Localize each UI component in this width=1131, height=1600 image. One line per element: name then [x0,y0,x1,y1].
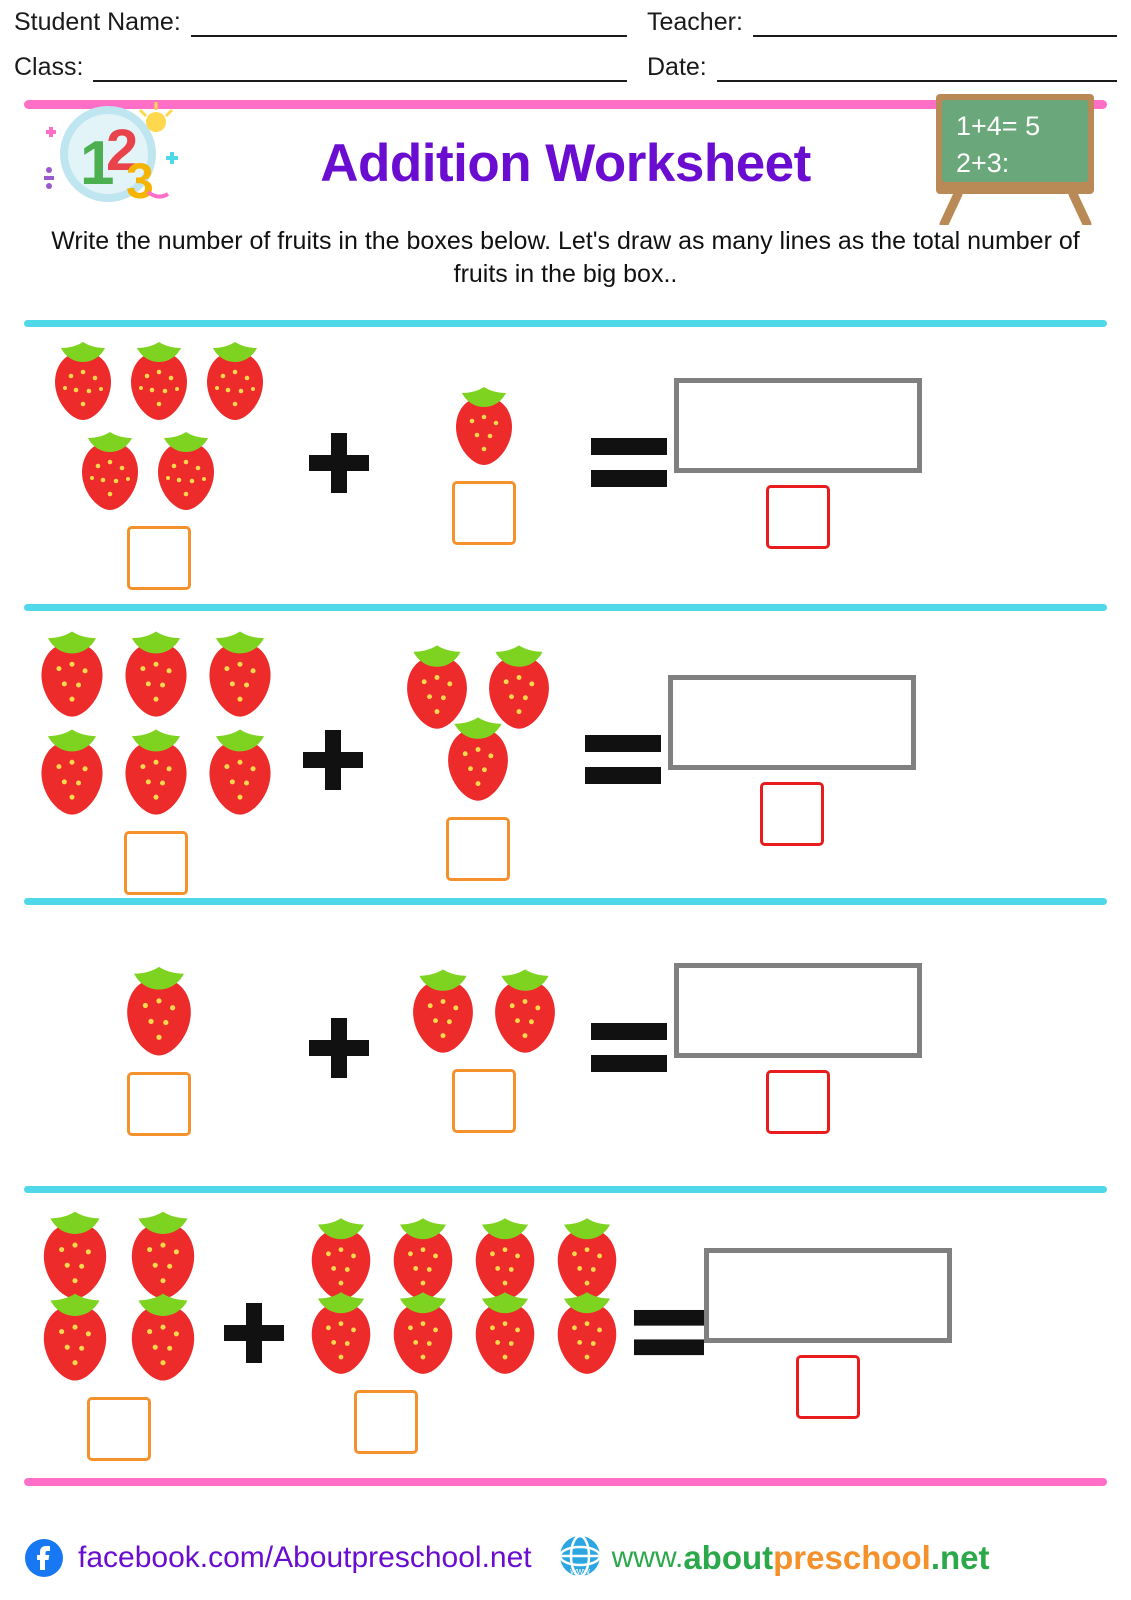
problem-1-lines-box[interactable] [674,378,922,473]
footer [24,1530,1107,1586]
problem-2-equals-icon [578,731,668,789]
problem-4-lines-box[interactable] [704,1248,952,1343]
problem-row-2 [24,625,1107,895]
date-label: Date: [647,53,707,81]
problem-3-plus-icon [294,1012,384,1084]
website-about[interactable]: about [683,1539,774,1576]
problem-1-sum-box[interactable] [766,485,830,549]
svg-text:1+4= 5: 1+4= 5 [956,111,1041,141]
problem-4-left-operand [24,1205,214,1461]
problem-3-left-fruits [24,960,294,1060]
problem-row-3 [24,960,1107,1136]
problem-4-left-fruits [24,1205,214,1385]
problem-3-left-operand [24,960,294,1136]
student-name-label: Student Name: [14,8,181,36]
problem-row-1 [24,336,1107,590]
globe-icon [558,1534,602,1583]
problem-2-lines-box[interactable] [668,675,916,770]
teacher-label: Teacher: [647,8,743,36]
facebook-icon[interactable] [24,1538,64,1578]
problem-1-right-fruits [384,381,584,469]
bottom-pink-divider [24,1478,1107,1486]
problem-4-equals-icon [634,1304,704,1362]
problem-3-sum-box[interactable] [766,1070,830,1134]
divider-2 [24,604,1107,611]
problem-3-result [674,963,922,1134]
problem-1-left-fruits [24,336,294,514]
problem-1-left-count-box[interactable] [127,526,191,590]
student-name-input[interactable] [191,11,627,37]
problem-1-plus-icon [294,427,384,499]
problem-4-right-operand [294,1212,634,1454]
problem-4-right-count-box[interactable] [354,1390,418,1454]
problem-2-left-count-box[interactable] [124,831,188,895]
problem-row-4 [24,1205,1107,1461]
class-date-row [14,53,1117,82]
problem-1-right-count-box[interactable] [452,481,516,545]
problem-2-right-fruits [378,639,578,805]
website-net[interactable]: .net [930,1539,990,1576]
header-fields [14,8,1117,98]
divider-3 [24,898,1107,905]
problem-3-equals-icon [584,1019,674,1077]
problem-3-right-operand [384,963,584,1133]
problem-2-right-count-box[interactable] [446,817,510,881]
svg-text:www: www [569,1565,590,1576]
problem-2-left-fruits [24,625,288,819]
problem-4-left-count-box[interactable] [87,1397,151,1461]
svg-text:2+3:: 2+3: [956,148,1010,178]
website-www[interactable]: www. [611,1541,684,1574]
problem-2-sum-box[interactable] [760,782,824,846]
svg-text:3: 3 [126,153,154,209]
student-name-field[interactable] [14,8,647,37]
svg-text:1: 1 [80,129,115,198]
problem-3-right-count-box[interactable] [452,1069,516,1133]
problem-1-right-operand [384,381,584,545]
problem-3-right-fruits [384,963,584,1057]
problem-4-result [704,1248,952,1419]
problem-2-right-operand [378,639,578,881]
date-input[interactable] [717,56,1117,82]
divider-1 [24,320,1107,327]
name-teacher-row [14,8,1117,37]
problem-4-plus-icon [214,1297,294,1369]
teacher-field[interactable] [647,8,1117,37]
problem-4-right-fruits [294,1212,634,1378]
page-title: Addition Worksheet [320,134,811,193]
class-input[interactable] [93,56,627,82]
date-field[interactable] [647,53,1117,82]
website-preschool[interactable]: preschool [773,1539,931,1576]
problem-1-result [674,378,922,549]
facebook-url[interactable]: facebook.com/Aboutpreschool.net [78,1541,532,1574]
problem-3-left-count-box[interactable] [127,1072,191,1136]
problem-4-sum-box[interactable] [796,1355,860,1419]
teacher-input[interactable] [753,11,1117,37]
problem-2-left-operand [24,625,288,895]
problem-1-left-operand [24,336,294,590]
instructions-text: Write the number of fruits in the boxes below. Let's draw as many lines as the total number of fruits in the big box.. [51,227,1080,289]
class-label: Class: [14,53,84,81]
problem-2-plus-icon [288,724,378,796]
problem-3-lines-box[interactable] [674,963,922,1058]
class-field[interactable] [14,53,647,82]
problem-1-equals-icon [584,434,674,492]
problem-2-result [668,675,916,846]
divider-4 [24,1186,1107,1193]
svg-text:2: 2 [106,118,139,183]
